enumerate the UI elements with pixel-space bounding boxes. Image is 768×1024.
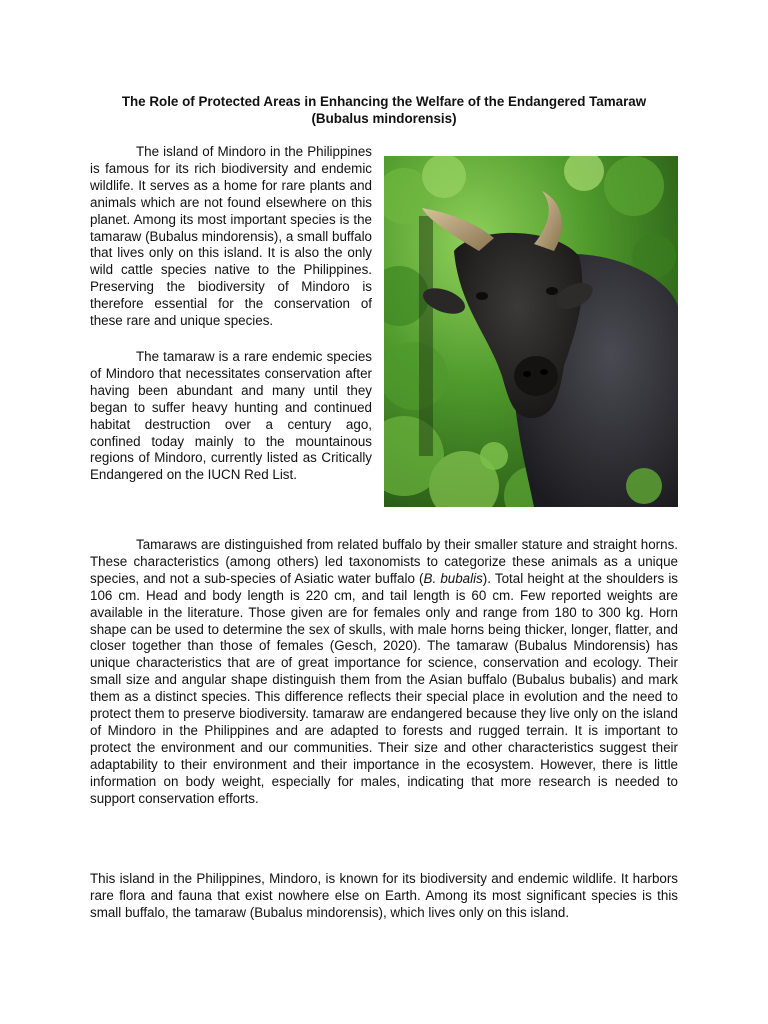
intro-paragraph-2: The tamaraw is a rare endemic species of Mindoro that necessitates conservation after having been abundant and many until they began to suffer heavy hunting and continued habitat destruction over a century ago, confined today mainly to the mountainous regions of Mindoro, currently listed as Critically Endangered on the IUCN Red List.: [90, 349, 372, 483]
body-paragraph-part2: ). Total height at the shoulders is 106 cm. Head and body length is 220 cm, and tail length is 60 cm. Few reported weights are available in the literature. Those given are for females only and range from 180 to 300 kg. Horn shape can be used to determine the sex of skulls, with male horns being thicker, longer, flatter, and closer together than those of females (Gesch, 2020). The tamaraw (Bubalus Mindorensis) has unique characteristics that are of great importance for science, conservation and ecology. Their small size and angular shape distinguish them from the Asian buffalo (Bubalus bubalis) and mark them as a distinct species. This difference reflects their special place in evolution and the need to protect them to preserve biodiversity. tamaraw are endangered because they live only on the island of Mindoro in the Philippines and are adapted to forests and rugged terrain. It is important to protect the environment and our communities. Their size and other characteristics suggest their adaptability to their environment and their importance in the ecosystem. However, there is little information on body weight, especially for males, indicating that more research is needed to support conservation efforts.: [90, 570, 679, 806]
title-line-1: The Role of Protected Areas in Enhancing the Welfare of the Endangered Tamaraw: [121, 94, 647, 109]
intro-paragraph-1: The island of Mindoro in the Philippines is famous for its rich biodiversity and endemic wildlife. It serves as a home for rare plants and animals which are not found elsewhere on this planet. Among its most important species is the tamaraw (Bubalus mindorensis), a small buffalo that lives only on this island. It is also the only wild cattle species native to the Philippines. Preserving the biodiversity of Mindoro is therefore essential for the conservation of these rare and unique species.: [90, 144, 372, 329]
closing-paragraph: This island in the Philippines, Mindoro, is known for its biodiversity and endemic wildlife. It harbors rare flora and fauna that exist nowhere else on Earth. Among its most significant species is this small buffalo, the tamaraw (Bubalus mindorensis), which lives only on this island.: [90, 871, 678, 920]
tamaraw-photo: [384, 156, 678, 507]
tamaraw-illustration: [384, 156, 678, 507]
page-title: [90, 93, 678, 127]
body-paragraph-part1: Tamaraws are distinguished from related buffalo by their smaller stature and straight horns. These characteristics (among others) led taxonomists to categorize these animals as a unique species, and not a sub-species of Asiatic water buffalo (: [90, 537, 678, 586]
body-paragraph-italic: B. bubalis: [423, 570, 483, 586]
body-paragraph: [90, 537, 678, 808]
title-line-2: (Bubalus mindorensis): [311, 111, 457, 126]
